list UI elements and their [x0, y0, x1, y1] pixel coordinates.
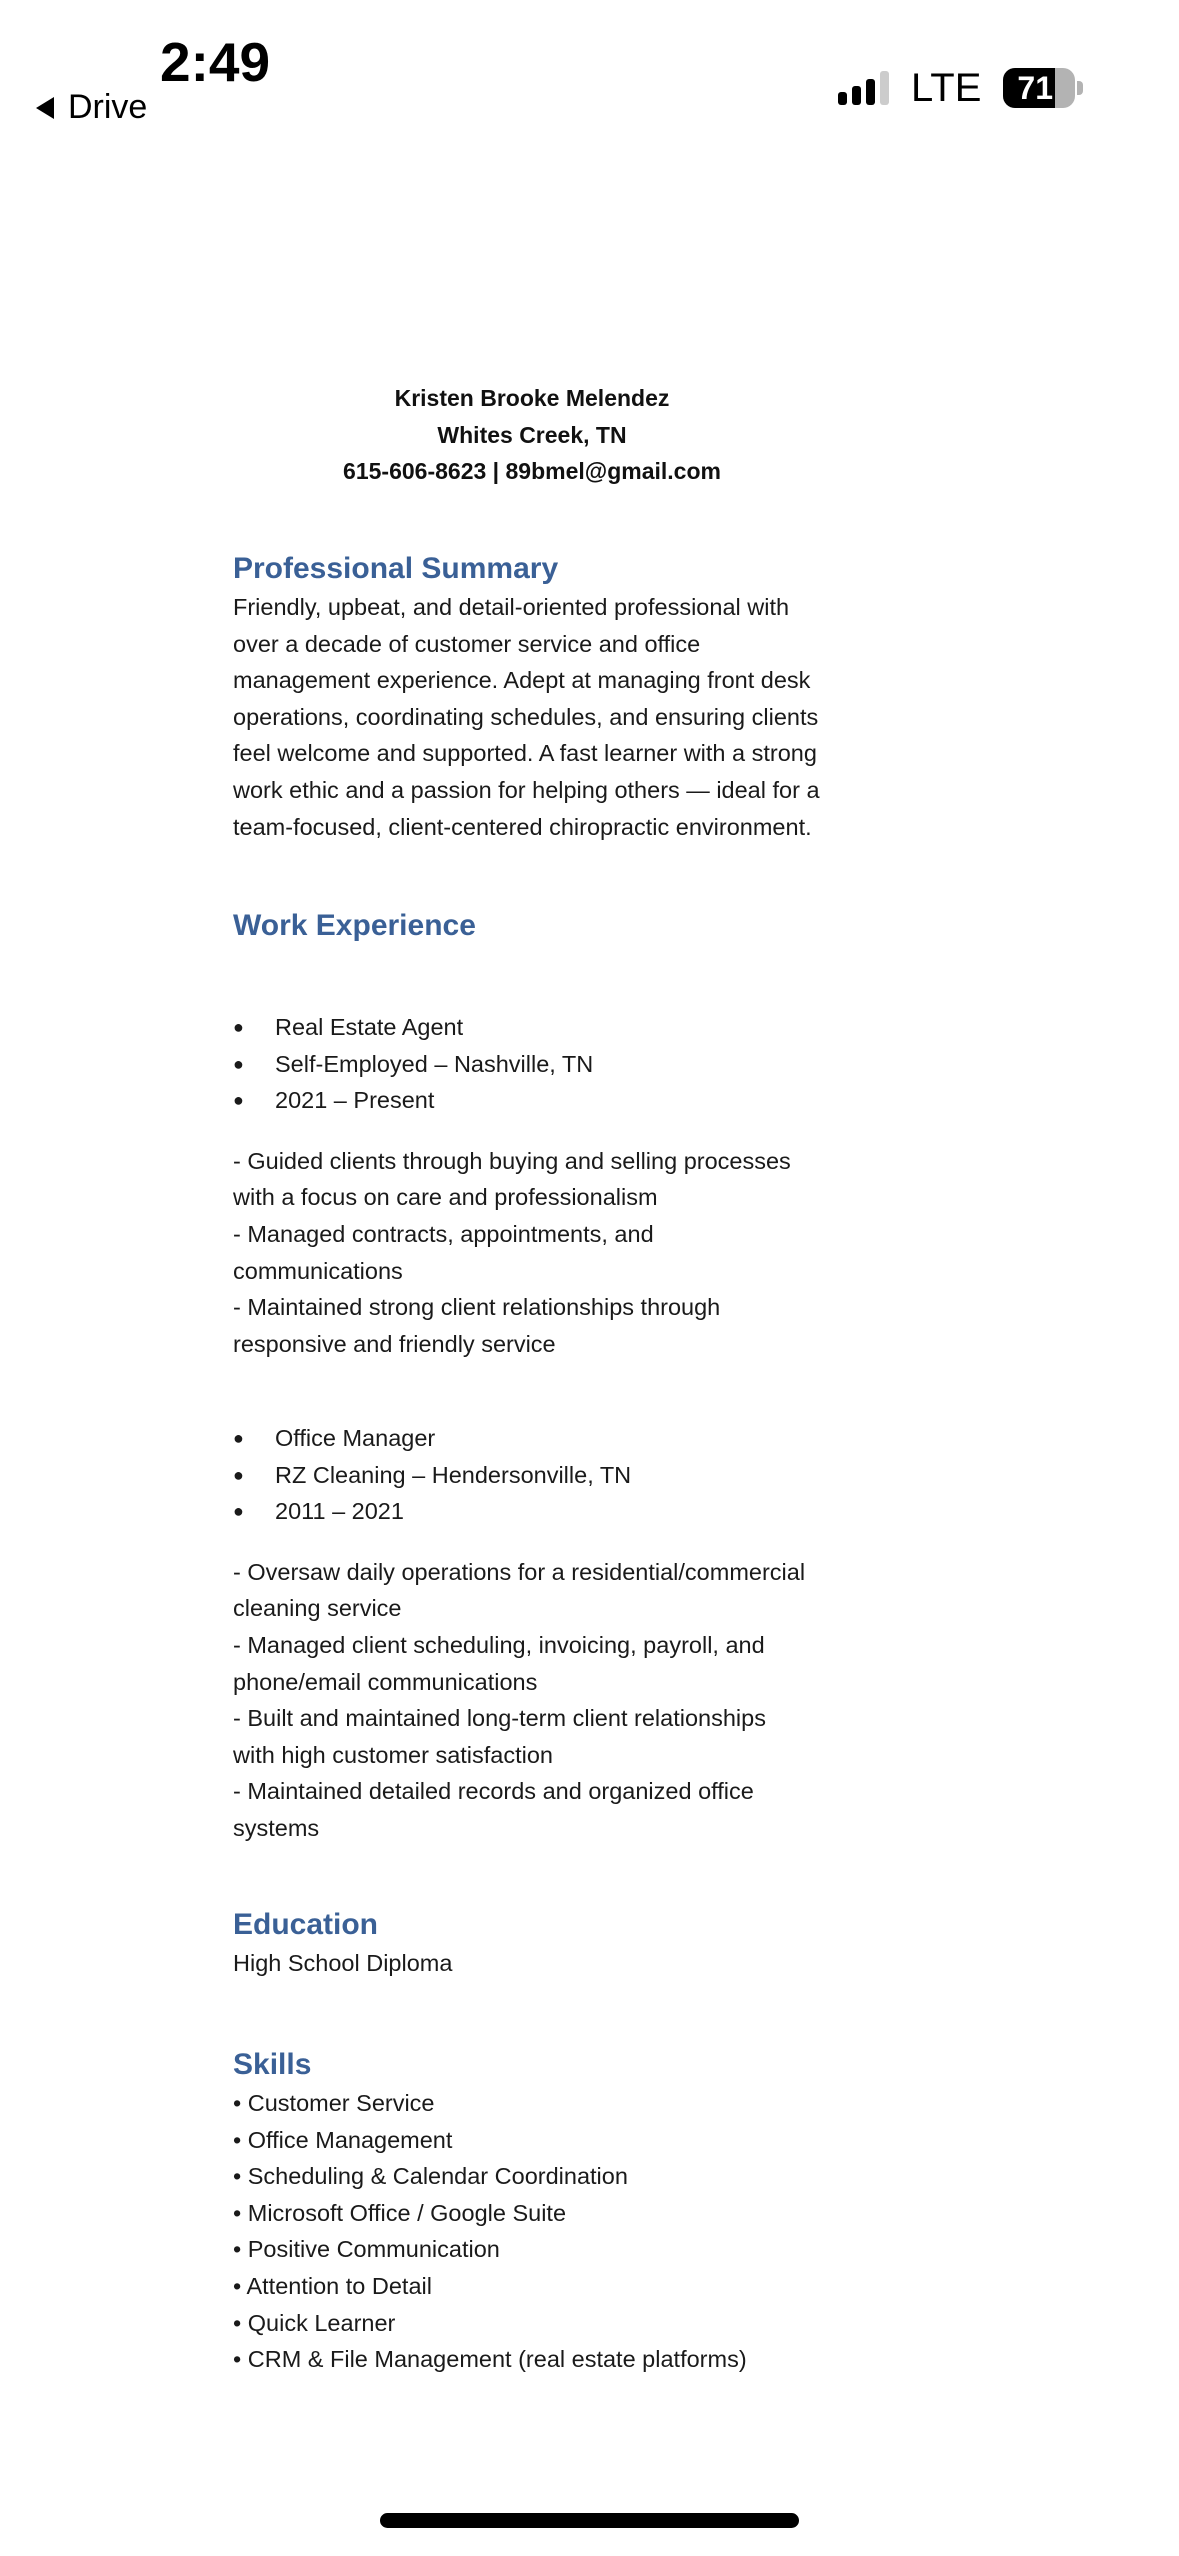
bullet-dot-icon: ● [233, 1428, 244, 1448]
job-detail-line: - Managed client scheduling, invoicing, payroll, and [233, 1631, 765, 1658]
home-indicator[interactable] [380, 2513, 799, 2528]
skills-section [233, 2045, 873, 2378]
skill-item: • Microsoft Office / Google Suite [233, 2199, 567, 2226]
bullet-dot-icon: ● [233, 1464, 244, 1485]
job-detail-line: with a focus on care and professionalism [233, 1184, 658, 1211]
bullet-dot-icon: ● [233, 1501, 244, 1522]
back-to-drive-button[interactable] [36, 88, 147, 127]
job-bullet [233, 1046, 873, 1083]
section-heading: Skills [233, 2048, 312, 2081]
job-bullet [233, 1420, 873, 1457]
summary-line: over a decade of customer service and office [233, 630, 701, 657]
section-heading: Professional Summary [233, 552, 559, 585]
skill-item: • Customer Service [233, 2090, 435, 2116]
job-entry [233, 1009, 873, 1362]
battery-percent: 71 [1017, 69, 1053, 106]
bullet-dot-icon: ● [233, 1017, 244, 1037]
status-time: 2:49 [160, 31, 271, 93]
section-heading: Education [233, 1908, 379, 1941]
candidate-name: Kristen Brooke Melendez [394, 385, 670, 411]
back-arrow-icon [36, 97, 54, 119]
job-detail-line: - Maintained strong client relationships through [233, 1294, 721, 1321]
job-detail-line: communications [233, 1257, 403, 1284]
skill-item: • Attention to Detail [233, 2272, 432, 2299]
candidate-location: Whites Creek, TN [437, 421, 627, 448]
summary-line: operations, coordinating schedules, and ensuring clients [233, 703, 819, 730]
job-bullet [233, 1082, 873, 1119]
summary-line: work ethic and a passion for helping others — ideal for a [233, 776, 820, 803]
bullet-dot-icon: ● [233, 1090, 244, 1111]
skill-item: • Scheduling & Calendar Coordination [233, 2163, 628, 2190]
job-detail-line: - Built and maintained long-term client relationships [233, 1705, 766, 1732]
job-bullet [233, 1009, 873, 1046]
network-type: LTE [911, 65, 982, 110]
job-bullet [233, 1493, 873, 1530]
summary-line: team-focused, client-centered chiropractic environment. [233, 813, 812, 840]
job-detail-line: systems [233, 1814, 320, 1841]
signal-bar [852, 86, 861, 105]
job-detail-line: - Maintained detailed records and organized office [233, 1778, 754, 1805]
section-heading: Work Experience [233, 909, 476, 942]
job-detail-line: cleaning service [233, 1595, 402, 1622]
summary-section [233, 549, 873, 845]
job-bullet-text: 2011 – 2021 [275, 1498, 404, 1525]
education-section [233, 1905, 873, 1982]
signal-bar [866, 79, 875, 105]
job-bullet-text: RZ Cleaning – Hendersonville, TN [275, 1461, 632, 1488]
job-entry [233, 1420, 873, 1847]
job-bullet-text: 2021 – Present [275, 1087, 435, 1114]
battery-tip [1077, 81, 1083, 95]
job-detail-line: phone/email communications [233, 1668, 538, 1695]
summary-line: Friendly, upbeat, and detail-oriented professional with [233, 594, 790, 620]
job-bullet-text: Office Manager [275, 1425, 436, 1451]
signal-bar [880, 71, 889, 105]
job-bullet [233, 1457, 873, 1494]
job-bullet-text: Self-Employed – Nashville, TN [275, 1050, 594, 1077]
education-text: High School Diploma [233, 1950, 453, 1976]
cellular-signal-icon [838, 71, 889, 105]
work-section [233, 906, 873, 946]
signal-bar [838, 92, 847, 105]
skill-item: • Quick Learner [233, 2309, 396, 2336]
bullet-dot-icon: ● [233, 1053, 244, 1074]
summary-line: feel welcome and supported. A fast learner with a strong [233, 740, 817, 767]
battery-icon [1003, 68, 1075, 108]
skill-item: • Office Management [233, 2126, 453, 2153]
summary-line: management experience. Adept at managing front desk [233, 667, 811, 694]
job-detail-line: - Oversaw daily operations for a residential/commercial [233, 1558, 806, 1585]
status-indicators [838, 66, 1083, 110]
back-label: Drive [68, 88, 148, 126]
job-detail-line: responsive and friendly service [233, 1330, 556, 1357]
job-bullet-text: Real Estate Agent [275, 1014, 464, 1040]
job-detail-line: with high customer satisfaction [233, 1741, 554, 1768]
skill-item: • CRM & File Management (real estate platforms) [233, 2346, 747, 2373]
job-detail-line: - Guided clients through buying and selling processes [233, 1147, 791, 1174]
candidate-contact: 615-606-8623 | 89bmel@gmail.com [343, 458, 721, 484]
skill-item: • Positive Communication [233, 2236, 500, 2263]
resume-header [0, 380, 1064, 490]
job-detail-line: - Managed contracts, appointments, and [233, 1220, 654, 1247]
